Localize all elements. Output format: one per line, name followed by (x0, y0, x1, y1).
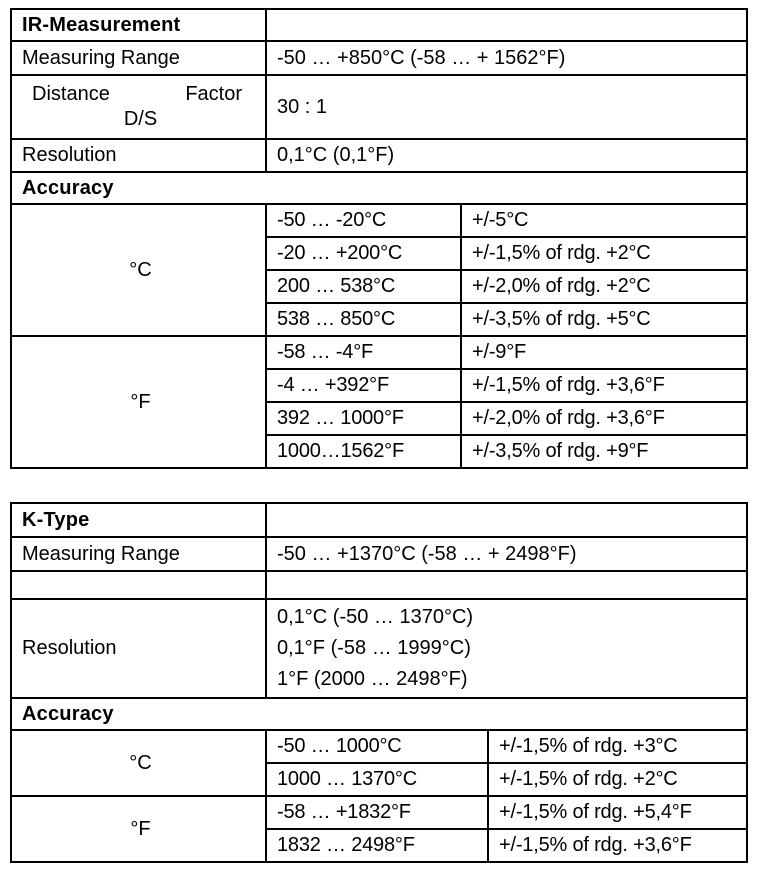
ktype-fahrenheit-tolerance-0: +/-1,5% of rdg. +5,4°F (488, 796, 747, 829)
ir-resolution-label: Resolution (11, 139, 266, 172)
ir-fahrenheit-tolerance-0: +/-9°F (461, 336, 747, 369)
table-row (11, 503, 747, 537)
ir-fahrenheit-range-0: -58 … -4°F (266, 336, 461, 369)
table-row (11, 139, 747, 172)
ktype-celsius-tolerance-0: +/-1,5% of rdg. +3°C (488, 730, 747, 763)
ir-celsius-tolerance-1: +/-1,5% of rdg. +2°C (461, 237, 747, 270)
ir-title-empty-cell (266, 9, 747, 41)
ir-fahrenheit-range-2: 392 … 1000°F (266, 402, 461, 435)
ktype-celsius-unit: °C (11, 730, 266, 796)
distance-word: Distance (32, 83, 110, 105)
table-row (11, 75, 747, 139)
ir-fahrenheit-range-3: 1000…1562°F (266, 435, 461, 468)
ktype-measuring-range-value: -50 … +1370°C (-58 … + 2498°F) (266, 537, 747, 571)
table-row (11, 537, 747, 571)
table-row (11, 796, 747, 829)
table-row (11, 599, 747, 698)
ir-fahrenheit-range-1: -4 … +392°F (266, 369, 461, 402)
table-gap (10, 469, 746, 502)
ktype-fahrenheit-range-0: -58 … +1832°F (266, 796, 488, 829)
ktype-fahrenheit-range-1: 1832 … 2498°F (266, 829, 488, 862)
ktype-resolution-line-1: 0,1°F (-58 … 1999°C) (277, 637, 471, 659)
ktype-blank-label-cell (11, 571, 266, 599)
factor-word: Factor (185, 83, 242, 105)
ktype-celsius-range-1: 1000 … 1370°C (266, 763, 488, 796)
ir-celsius-unit: °C (11, 204, 266, 336)
ir-accuracy-header: Accuracy (11, 172, 747, 204)
ir-measuring-range-value: -50 … +850°C (-58 … + 1562°F) (266, 41, 747, 75)
ir-resolution-value: 0,1°C (0,1°F) (266, 139, 747, 172)
table-row (11, 698, 747, 730)
ktype-resolution-lines (277, 602, 740, 695)
ktype-celsius-tolerance-1: +/-1,5% of rdg. +2°C (488, 763, 747, 796)
ktype-resolution-line-2: 1°F (2000 … 2498°F) (277, 668, 468, 690)
ds-line: D/S (123, 108, 158, 130)
ir-distance-factor-value: 30 : 1 (266, 75, 747, 139)
ir-measuring-range-label: Measuring Range (11, 41, 266, 75)
table-row (11, 172, 747, 204)
ktype-fahrenheit-unit: °F (11, 796, 266, 862)
ktype-fahrenheit-tolerance-1: +/-1,5% of rdg. +3,6°F (488, 829, 747, 862)
ir-celsius-tolerance-0: +/-5°C (461, 204, 747, 237)
table-row (11, 9, 747, 41)
ktype-accuracy-header: Accuracy (11, 698, 747, 730)
ir-table-title: IR-Measurement (11, 9, 266, 41)
ir-celsius-range-2: 200 … 538°C (266, 270, 461, 303)
ktype-resolution-line-0: 0,1°C (-50 … 1370°C) (277, 606, 474, 628)
ktype-measuring-range-label: Measuring Range (11, 537, 266, 571)
ktype-title-empty-cell (266, 503, 747, 537)
ktype-blank-value-cell (266, 571, 747, 599)
ir-fahrenheit-tolerance-1: +/-1,5% of rdg. +3,6°F (461, 369, 747, 402)
ir-celsius-range-1: -20 … +200°C (266, 237, 461, 270)
ir-celsius-range-3: 538 … 850°C (266, 303, 461, 336)
table-row (11, 571, 747, 599)
ir-fahrenheit-tolerance-2: +/-2,0% of rdg. +3,6°F (461, 402, 747, 435)
table-row (11, 336, 747, 369)
ir-fahrenheit-unit: °F (11, 336, 266, 468)
ktype-table-title: K-Type (11, 503, 266, 537)
k-type-table (10, 502, 748, 863)
ir-measurement-table (10, 8, 748, 469)
table-row (11, 41, 747, 75)
ktype-celsius-range-0: -50 … 1000°C (266, 730, 488, 763)
distance-factor-line (22, 83, 259, 106)
ir-fahrenheit-tolerance-3: +/-3,5% of rdg. +9°F (461, 435, 747, 468)
table-row (11, 730, 747, 763)
ir-celsius-tolerance-2: +/-2,0% of rdg. +2°C (461, 270, 747, 303)
ir-celsius-range-0: -50 … -20°C (266, 204, 461, 237)
ktype-resolution-value (266, 599, 747, 698)
table-row (11, 204, 747, 237)
ir-celsius-tolerance-3: +/-3,5% of rdg. +5°C (461, 303, 747, 336)
ir-distance-factor-label (11, 75, 266, 139)
ktype-resolution-label: Resolution (11, 599, 266, 698)
